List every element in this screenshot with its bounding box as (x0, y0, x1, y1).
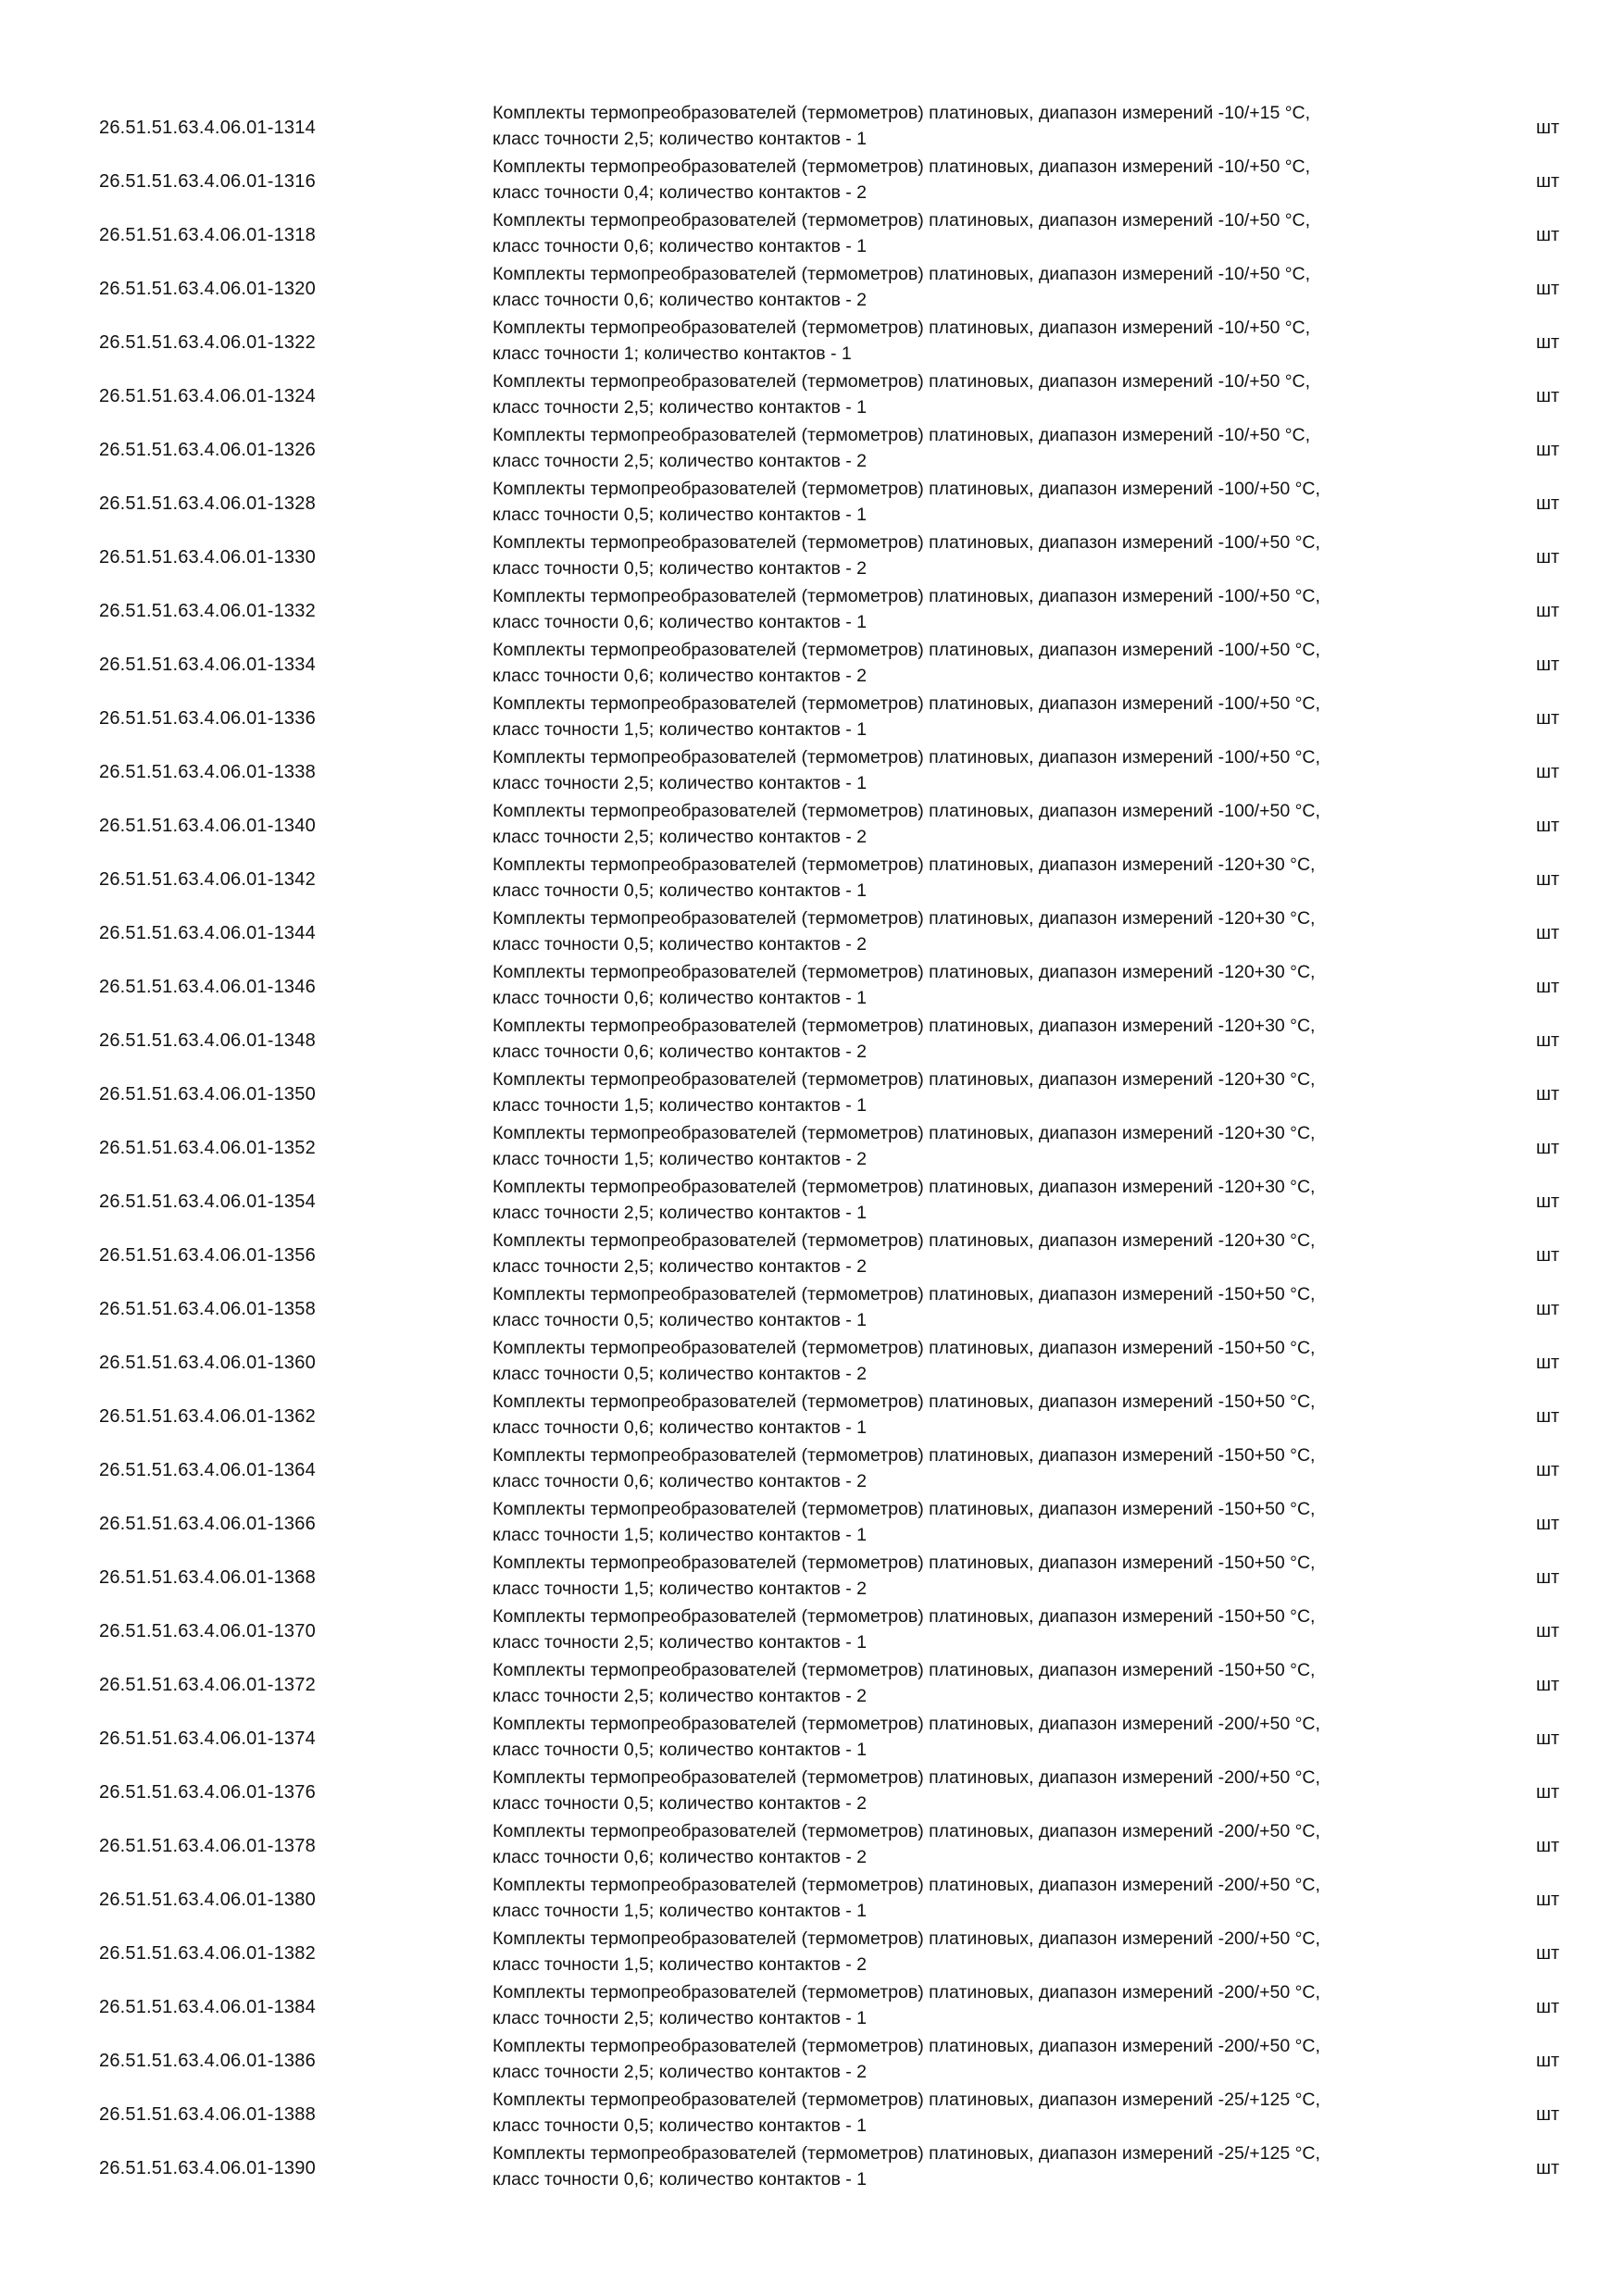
resource-description (493, 744, 1418, 796)
description-line-2: класс точности 0,6; количество контактов - 1 (493, 2169, 868, 2190)
resource-code: 26.51.51.63.4.06.01-1332 (99, 601, 316, 621)
resource-description (493, 261, 1418, 313)
resource-code: 26.51.51.63.4.06.01-1342 (99, 869, 316, 890)
description-line-1: Комплекты термопреобразователей (термометров) платиновых, диапазон измерений -150+50 °С, (493, 1391, 1316, 1412)
description-line-2: класс точности 0,5; количество контактов - 2 (493, 1793, 868, 1814)
resource-code: 26.51.51.63.4.06.01-1358 (99, 1299, 316, 1319)
resource-description (493, 1818, 1418, 1870)
resource-code: 26.51.51.63.4.06.01-1362 (99, 1406, 316, 1427)
unit-of-measure: шт (1536, 1567, 1560, 1588)
description-line-2: класс точности 0,5; количество контактов - 1 (493, 880, 868, 901)
description-line-1: Комплекты термопреобразователей (термометров) платиновых, диапазон измерений -120+30 °С, (493, 962, 1316, 982)
description-line-1: Комплекты термопреобразователей (термометров) платиновых, диапазон измерений -200/+50 °С, (493, 1875, 1320, 1895)
resource-code: 26.51.51.63.4.06.01-1380 (99, 1890, 316, 1910)
table-row (0, 1174, 1624, 1228)
description-line-2: класс точности 1,5; количество контактов - 2 (493, 1578, 868, 1599)
description-line-1: Комплекты термопреобразователей (термометров) платиновых, диапазон измерений -120+30 °С, (493, 855, 1316, 875)
description-line-2: класс точности 0,5; количество контактов - 1 (493, 2115, 868, 2136)
resource-description (493, 1657, 1418, 1709)
unit-of-measure: шт (1536, 1621, 1560, 1641)
description-line-2: класс точности 1,5; количество контактов - 2 (493, 1954, 868, 1975)
description-line-2: класс точности 0,5; количество контактов - 2 (493, 558, 868, 579)
resource-description (493, 1335, 1418, 1387)
resource-code: 26.51.51.63.4.06.01-1328 (99, 493, 316, 514)
description-line-2: класс точности 0,6; количество контактов - 2 (493, 1042, 868, 1062)
description-line-1: Комплекты термопреобразователей (термометров) платиновых, диапазон измерений -150+50 °С, (493, 1606, 1316, 1627)
table-row (0, 261, 1624, 315)
resource-description (493, 1281, 1418, 1333)
resource-description (493, 154, 1418, 206)
description-line-1: Комплекты термопреобразователей (термометров) платиновых, диапазон измерений -150+50 °С, (493, 1338, 1316, 1358)
description-line-1: Комплекты термопреобразователей (термометров) платиновых, диапазон измерений -10/+50 °С, (493, 156, 1311, 177)
unit-of-measure: шт (1536, 1890, 1560, 1910)
description-line-2: класс точности 0,6; количество контактов - 1 (493, 236, 868, 256)
resource-code: 26.51.51.63.4.06.01-1314 (99, 118, 316, 138)
resource-description (493, 852, 1418, 904)
resource-code: 26.51.51.63.4.06.01-1372 (99, 1675, 316, 1695)
unit-of-measure: шт (1536, 225, 1560, 245)
resource-code: 26.51.51.63.4.06.01-1368 (99, 1567, 316, 1588)
table-row (0, 530, 1624, 583)
table-row (0, 583, 1624, 637)
resource-code: 26.51.51.63.4.06.01-1364 (99, 1460, 316, 1480)
description-line-1: Комплекты термопреобразователей (термометров) платиновых, диапазон измерений -150+50 °С, (493, 1445, 1316, 1466)
resource-description (493, 798, 1418, 850)
resource-code: 26.51.51.63.4.06.01-1384 (99, 1997, 316, 2017)
unit-of-measure: шт (1536, 440, 1560, 460)
description-line-2: класс точности 2,5; количество контактов - 1 (493, 2008, 868, 2028)
resource-description (493, 2033, 1418, 2085)
resource-code: 26.51.51.63.4.06.01-1324 (99, 386, 316, 406)
description-line-1: Комплекты термопреобразователей (термометров) платиновых, диапазон измерений -200/+50 °С, (493, 2036, 1320, 2056)
description-line-2: класс точности 0,5; количество контактов - 2 (493, 1364, 868, 1384)
table-row (0, 1442, 1624, 1496)
table-row (0, 691, 1624, 744)
resource-code: 26.51.51.63.4.06.01-1354 (99, 1192, 316, 1212)
resource-description (493, 207, 1418, 259)
description-line-1: Комплекты термопреобразователей (термометров) платиновых, диапазон измерений -10/+15 °С, (493, 103, 1311, 123)
table-row (0, 959, 1624, 1013)
resource-code: 26.51.51.63.4.06.01-1346 (99, 977, 316, 997)
description-line-1: Комплекты термопреобразователей (термометров) платиновых, диапазон измерений -10/+50 °С, (493, 371, 1311, 392)
table-row (0, 2033, 1624, 2087)
description-line-1: Комплекты термопреобразователей (термометров) платиновых, диапазон измерений -25/+125 °С, (493, 2143, 1320, 2164)
resource-code: 26.51.51.63.4.06.01-1382 (99, 1943, 316, 1964)
description-line-1: Комплекты термопреобразователей (термометров) платиновых, диапазон измерений -100/+50 °С, (493, 693, 1320, 714)
resource-description (493, 1603, 1418, 1655)
description-line-2: класс точности 2,5; количество контактов - 1 (493, 1632, 868, 1653)
unit-of-measure: шт (1536, 1353, 1560, 1373)
description-line-2: класс точности 2,5; количество контактов - 2 (493, 827, 868, 847)
description-line-2: класс точности 2,5; количество контактов - 1 (493, 129, 868, 149)
description-line-2: класс точности 0,6; количество контактов - 1 (493, 1417, 868, 1438)
resource-description (493, 691, 1418, 742)
description-line-1: Комплекты термопреобразователей (термометров) платиновых, диапазон измерений -120+30 °С, (493, 908, 1316, 929)
resource-code: 26.51.51.63.4.06.01-1376 (99, 1782, 316, 1803)
resource-description (493, 2087, 1418, 2139)
description-line-2: класс точности 0,4; количество контактов - 2 (493, 182, 868, 203)
description-line-2: класс точности 0,5; количество контактов - 2 (493, 934, 868, 955)
unit-of-measure: шт (1536, 1406, 1560, 1427)
description-line-2: класс точности 2,5; количество контактов - 1 (493, 773, 868, 793)
description-line-1: Комплекты термопреобразователей (термометров) платиновых, диапазон измерений -150+50 °С, (493, 1284, 1316, 1304)
resource-code: 26.51.51.63.4.06.01-1344 (99, 923, 316, 943)
description-line-1: Комплекты термопреобразователей (термометров) платиновых, диапазон измерений -100/+50 °С, (493, 747, 1320, 767)
resource-code: 26.51.51.63.4.06.01-1370 (99, 1621, 316, 1641)
resource-description (493, 637, 1418, 689)
description-line-2: класс точности 2,5; количество контактов - 1 (493, 397, 868, 418)
description-line-2: класс точности 1,5; количество контактов - 1 (493, 1525, 868, 1545)
table-row (0, 905, 1624, 959)
unit-of-measure: шт (1536, 1675, 1560, 1695)
description-line-2: класс точности 1; количество контактов - 1 (493, 343, 852, 364)
description-line-1: Комплекты термопреобразователей (термометров) платиновых, диапазон измерений -10/+50 °С, (493, 264, 1311, 284)
resource-code: 26.51.51.63.4.06.01-1316 (99, 171, 316, 192)
resource-description (493, 368, 1418, 420)
resource-code: 26.51.51.63.4.06.01-1318 (99, 225, 316, 245)
unit-of-measure: шт (1536, 1084, 1560, 1104)
unit-of-measure: шт (1536, 1943, 1560, 1964)
table-row (0, 476, 1624, 530)
description-line-1: Комплекты термопреобразователей (термометров) платиновых, диапазон измерений -200/+50 °С, (493, 1928, 1320, 1949)
table-row (0, 1711, 1624, 1765)
table-row (0, 422, 1624, 476)
resource-description (493, 959, 1418, 1011)
unit-of-measure: шт (1536, 547, 1560, 568)
resource-code: 26.51.51.63.4.06.01-1348 (99, 1030, 316, 1051)
resource-code: 26.51.51.63.4.06.01-1326 (99, 440, 316, 460)
table-row (0, 2140, 1624, 2194)
unit-of-measure: шт (1536, 708, 1560, 729)
resource-description (493, 1926, 1418, 1978)
unit-of-measure: шт (1536, 1836, 1560, 1856)
resource-description (493, 315, 1418, 367)
resource-description (493, 1979, 1418, 2031)
resource-description (493, 1174, 1418, 1226)
unit-of-measure: шт (1536, 977, 1560, 997)
unit-of-measure: шт (1536, 171, 1560, 192)
resource-code: 26.51.51.63.4.06.01-1356 (99, 1245, 316, 1266)
description-line-1: Комплекты термопреобразователей (термометров) платиновых, диапазон измерений -10/+50 °С, (493, 210, 1311, 231)
description-line-2: класс точности 0,6; количество контактов - 2 (493, 290, 868, 310)
unit-of-measure: шт (1536, 601, 1560, 621)
unit-of-measure: шт (1536, 762, 1560, 782)
description-line-2: класс точности 0,6; количество контактов - 2 (493, 1847, 868, 1867)
resource-code: 26.51.51.63.4.06.01-1360 (99, 1353, 316, 1373)
unit-of-measure: шт (1536, 1460, 1560, 1480)
table-row (0, 315, 1624, 368)
description-line-1: Комплекты термопреобразователей (термометров) платиновых, диапазон измерений -100/+50 °С, (493, 640, 1320, 660)
table-row (0, 744, 1624, 798)
unit-of-measure: шт (1536, 1030, 1560, 1051)
description-line-1: Комплекты термопреобразователей (термометров) платиновых, диапазон измерений -120+30 °С, (493, 1123, 1316, 1143)
resource-code: 26.51.51.63.4.06.01-1340 (99, 816, 316, 836)
resource-code: 26.51.51.63.4.06.01-1320 (99, 279, 316, 299)
resource-code: 26.51.51.63.4.06.01-1330 (99, 547, 316, 568)
unit-of-measure: шт (1536, 1192, 1560, 1212)
unit-of-measure: шт (1536, 386, 1560, 406)
table-row (0, 637, 1624, 691)
resource-description (493, 1872, 1418, 1924)
resource-table (0, 100, 1624, 2194)
unit-of-measure: шт (1536, 1138, 1560, 1158)
description-line-2: класс точности 0,5; количество контактов - 1 (493, 505, 868, 525)
table-row (0, 1550, 1624, 1603)
description-line-2: класс точности 0,6; количество контактов - 2 (493, 666, 868, 686)
description-line-1: Комплекты термопреобразователей (термометров) платиновых, диапазон измерений -120+30 °С, (493, 1177, 1316, 1197)
resource-description (493, 1765, 1418, 1816)
description-line-2: класс точности 2,5; количество контактов - 1 (493, 1203, 868, 1223)
resource-code: 26.51.51.63.4.06.01-1366 (99, 1514, 316, 1534)
unit-of-measure: шт (1536, 869, 1560, 890)
resource-description (493, 1389, 1418, 1441)
resource-description (493, 905, 1418, 957)
description-line-1: Комплекты термопреобразователей (термометров) платиновых, диапазон измерений -200/+50 °С, (493, 1982, 1320, 2003)
description-line-2: класс точности 2,5; количество контактов - 2 (493, 2062, 868, 2082)
unit-of-measure: шт (1536, 1514, 1560, 1534)
resource-code: 26.51.51.63.4.06.01-1336 (99, 708, 316, 729)
resource-description (493, 1013, 1418, 1065)
unit-of-measure: шт (1536, 816, 1560, 836)
description-line-2: класс точности 0,5; количество контактов - 1 (493, 1310, 868, 1330)
table-row (0, 368, 1624, 422)
unit-of-measure: шт (1536, 118, 1560, 138)
table-row (0, 1603, 1624, 1657)
description-line-1: Комплекты термопреобразователей (термометров) платиновых, диапазон измерений -25/+125 °С, (493, 2090, 1320, 2110)
description-line-1: Комплекты термопреобразователей (термометров) платиновых, диапазон измерений -10/+50 °С, (493, 425, 1311, 445)
table-row (0, 1335, 1624, 1389)
table-row (0, 1067, 1624, 1120)
table-row (0, 207, 1624, 261)
unit-of-measure: шт (1536, 1299, 1560, 1319)
description-line-1: Комплекты термопреобразователей (термометров) платиновых, диапазон измерений -100/+50 °С, (493, 479, 1320, 499)
resource-code: 26.51.51.63.4.06.01-1352 (99, 1138, 316, 1158)
resource-code: 26.51.51.63.4.06.01-1338 (99, 762, 316, 782)
resource-code: 26.51.51.63.4.06.01-1386 (99, 2051, 316, 2071)
resource-description (493, 1120, 1418, 1172)
unit-of-measure: шт (1536, 2051, 1560, 2071)
description-line-2: класс точности 2,5; количество контактов - 2 (493, 451, 868, 471)
unit-of-measure: шт (1536, 1997, 1560, 2017)
table-row (0, 1281, 1624, 1335)
table-row (0, 1818, 1624, 1872)
table-row (0, 100, 1624, 154)
unit-of-measure: шт (1536, 2158, 1560, 2178)
unit-of-measure: шт (1536, 655, 1560, 675)
table-row (0, 2087, 1624, 2140)
resource-description (493, 1550, 1418, 1602)
table-row (0, 1228, 1624, 1281)
resource-code: 26.51.51.63.4.06.01-1374 (99, 1728, 316, 1749)
description-line-2: класс точности 0,6; количество контактов - 1 (493, 612, 868, 632)
description-line-1: Комплекты термопреобразователей (термометров) платиновых, диапазон измерений -200/+50 °С, (493, 1714, 1320, 1734)
description-line-2: класс точности 1,5; количество контактов - 1 (493, 719, 868, 740)
description-line-2: класс точности 1,5; количество контактов - 1 (493, 1901, 868, 1921)
table-row (0, 852, 1624, 905)
table-row (0, 1657, 1624, 1711)
resource-description (493, 422, 1418, 474)
table-row (0, 1926, 1624, 1979)
resource-code: 26.51.51.63.4.06.01-1390 (99, 2158, 316, 2178)
unit-of-measure: шт (1536, 923, 1560, 943)
table-row (0, 1496, 1624, 1550)
description-line-1: Комплекты термопреобразователей (термометров) платиновых, диапазон измерений -100/+50 °С, (493, 586, 1320, 606)
description-line-2: класс точности 2,5; количество контактов - 2 (493, 1686, 868, 1706)
description-line-1: Комплекты термопреобразователей (термометров) платиновых, диапазон измерений -150+50 °С, (493, 1553, 1316, 1573)
description-line-2: класс точности 1,5; количество контактов - 1 (493, 1095, 868, 1116)
description-line-2: класс точности 2,5; количество контактов - 2 (493, 1256, 868, 1277)
table-row (0, 798, 1624, 852)
resource-code: 26.51.51.63.4.06.01-1350 (99, 1084, 316, 1104)
table-row (0, 1765, 1624, 1818)
unit-of-measure: шт (1536, 1782, 1560, 1803)
resource-description (493, 100, 1418, 152)
description-line-1: Комплекты термопреобразователей (термометров) платиновых, диапазон измерений -120+30 °С, (493, 1230, 1316, 1251)
table-row (0, 1013, 1624, 1067)
unit-of-measure: шт (1536, 493, 1560, 514)
table-row (0, 1389, 1624, 1442)
unit-of-measure: шт (1536, 2104, 1560, 2125)
resource-description (493, 2140, 1418, 2192)
unit-of-measure: шт (1536, 1245, 1560, 1266)
resource-description (493, 476, 1418, 528)
resource-code: 26.51.51.63.4.06.01-1334 (99, 655, 316, 675)
description-line-2: класс точности 0,6; количество контактов - 2 (493, 1471, 868, 1491)
description-line-1: Комплекты термопреобразователей (термометров) платиновых, диапазон измерений -10/+50 °С, (493, 318, 1311, 338)
unit-of-measure: шт (1536, 332, 1560, 353)
description-line-1: Комплекты термопреобразователей (термометров) платиновых, диапазон измерений -120+30 °С, (493, 1016, 1316, 1036)
resource-code: 26.51.51.63.4.06.01-1378 (99, 1836, 316, 1856)
description-line-1: Комплекты термопреобразователей (термометров) платиновых, диапазон измерений -150+50 °С, (493, 1499, 1316, 1519)
description-line-2: класс точности 0,6; количество контактов - 1 (493, 988, 868, 1008)
resource-description (493, 583, 1418, 635)
table-row (0, 154, 1624, 207)
description-line-1: Комплекты термопреобразователей (термометров) платиновых, диапазон измерений -200/+50 °С, (493, 1767, 1320, 1788)
description-line-1: Комплекты термопреобразователей (термометров) платиновых, диапазон измерений -100/+50 °С, (493, 532, 1320, 553)
resource-code: 26.51.51.63.4.06.01-1388 (99, 2104, 316, 2125)
description-line-1: Комплекты термопреобразователей (термометров) платиновых, диапазон измерений -120+30 °С, (493, 1069, 1316, 1090)
table-row (0, 1872, 1624, 1926)
description-line-2: класс точности 0,5; количество контактов - 1 (493, 1740, 868, 1760)
table-row (0, 1979, 1624, 2033)
resource-description (493, 1228, 1418, 1279)
description-line-1: Комплекты термопреобразователей (термометров) платиновых, диапазон измерений -150+50 °С, (493, 1660, 1316, 1680)
resource-description (493, 1442, 1418, 1494)
description-line-1: Комплекты термопреобразователей (термометров) платиновых, диапазон измерений -100/+50 °С, (493, 801, 1320, 821)
resource-description (493, 1711, 1418, 1763)
resource-description (493, 530, 1418, 581)
description-line-1: Комплекты термопреобразователей (термометров) платиновых, диапазон измерений -200/+50 °С, (493, 1821, 1320, 1841)
resource-description (493, 1067, 1418, 1118)
unit-of-measure: шт (1536, 279, 1560, 299)
unit-of-measure: шт (1536, 1728, 1560, 1749)
description-line-2: класс точности 1,5; количество контактов - 2 (493, 1149, 868, 1169)
resource-code: 26.51.51.63.4.06.01-1322 (99, 332, 316, 353)
resource-description (493, 1496, 1418, 1548)
table-row (0, 1120, 1624, 1174)
